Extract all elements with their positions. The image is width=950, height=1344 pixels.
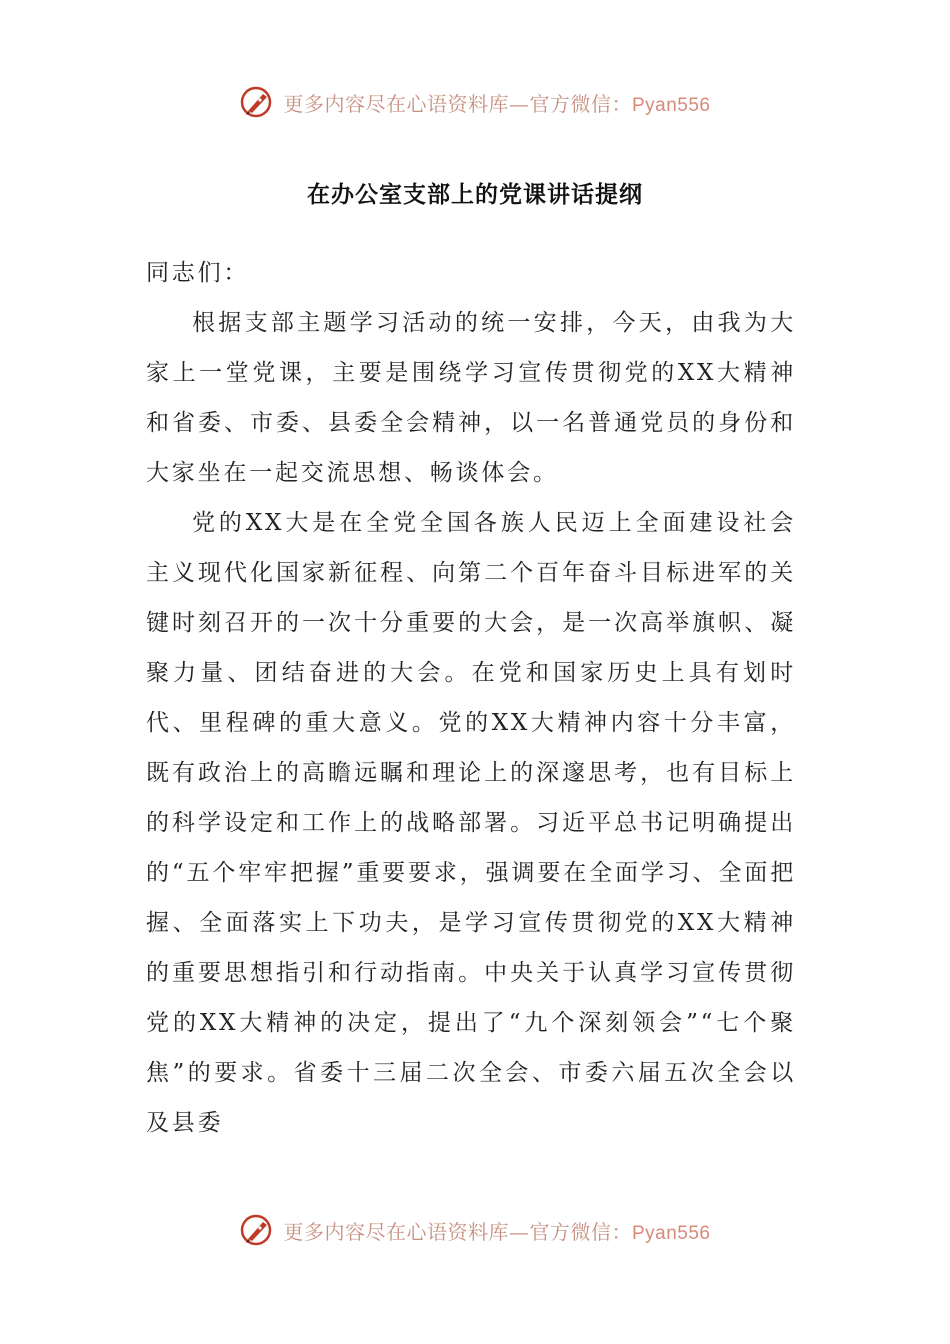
pen-nib-logo-icon (239, 1212, 275, 1248)
banner-text (283, 1216, 710, 1245)
wechat-id: Pyan556 (631, 94, 711, 116)
paragraph: 根据支部主题学习活动的统一安排，今天，由我为大家上一堂党课，主要是围绕学习宣传贯彻党的XX大精神和省委、市委、县委全会精神，以一名普通党员的身份和大家坐在一起交流思想、畅谈体会。 (146, 310, 796, 486)
wechat-label: 官方微信： (529, 91, 632, 116)
banner-main-text: 更多内容尽在心语资料库— (283, 91, 530, 116)
wechat-label: 官方微信： (529, 1219, 632, 1244)
footer-banner (0, 1208, 950, 1252)
banner-main-text: 更多内容尽在心语资料库— (283, 1219, 530, 1244)
document-body (146, 248, 796, 1148)
header-banner (0, 80, 950, 124)
wechat-id: Pyan556 (631, 1222, 711, 1244)
banner-text (283, 88, 710, 117)
salutation: 同志们： (146, 260, 250, 286)
paragraph: 党的XX大是在全党全国各族人民迈上全面建设社会主义现代化国家新征程、向第二个百年奋斗目标进军的关键时刻召开的一次十分重要的大会，是一次高举旗帜、凝聚力量、团结奋进的大会。在党和国家历史上具有划时代、里程碑的重大意义。党的XX大精神内容十分丰富，既有政治上的高瞻远瞩和理论上的深邃思考，也有目标上的科学设定和工作上的战略部署。习近平总书记明确提出的“五个牢牢把握”重要要求，强调要在全面学习、全面把握、全面落实上下功夫，是学习宣传贯彻党的XX大精神的重要思想指引和行动指南。中央关于认真学习宣传贯彻党的XX大精神的决定，提出了“九个深刻领会”“七个聚焦”的要求。省委十三届二次全会、市委六届五次全会以及县委 (146, 510, 796, 1136)
pen-nib-logo-icon (239, 84, 275, 120)
document-title: 在办公室支部上的党课讲话提纲 (307, 181, 643, 208)
